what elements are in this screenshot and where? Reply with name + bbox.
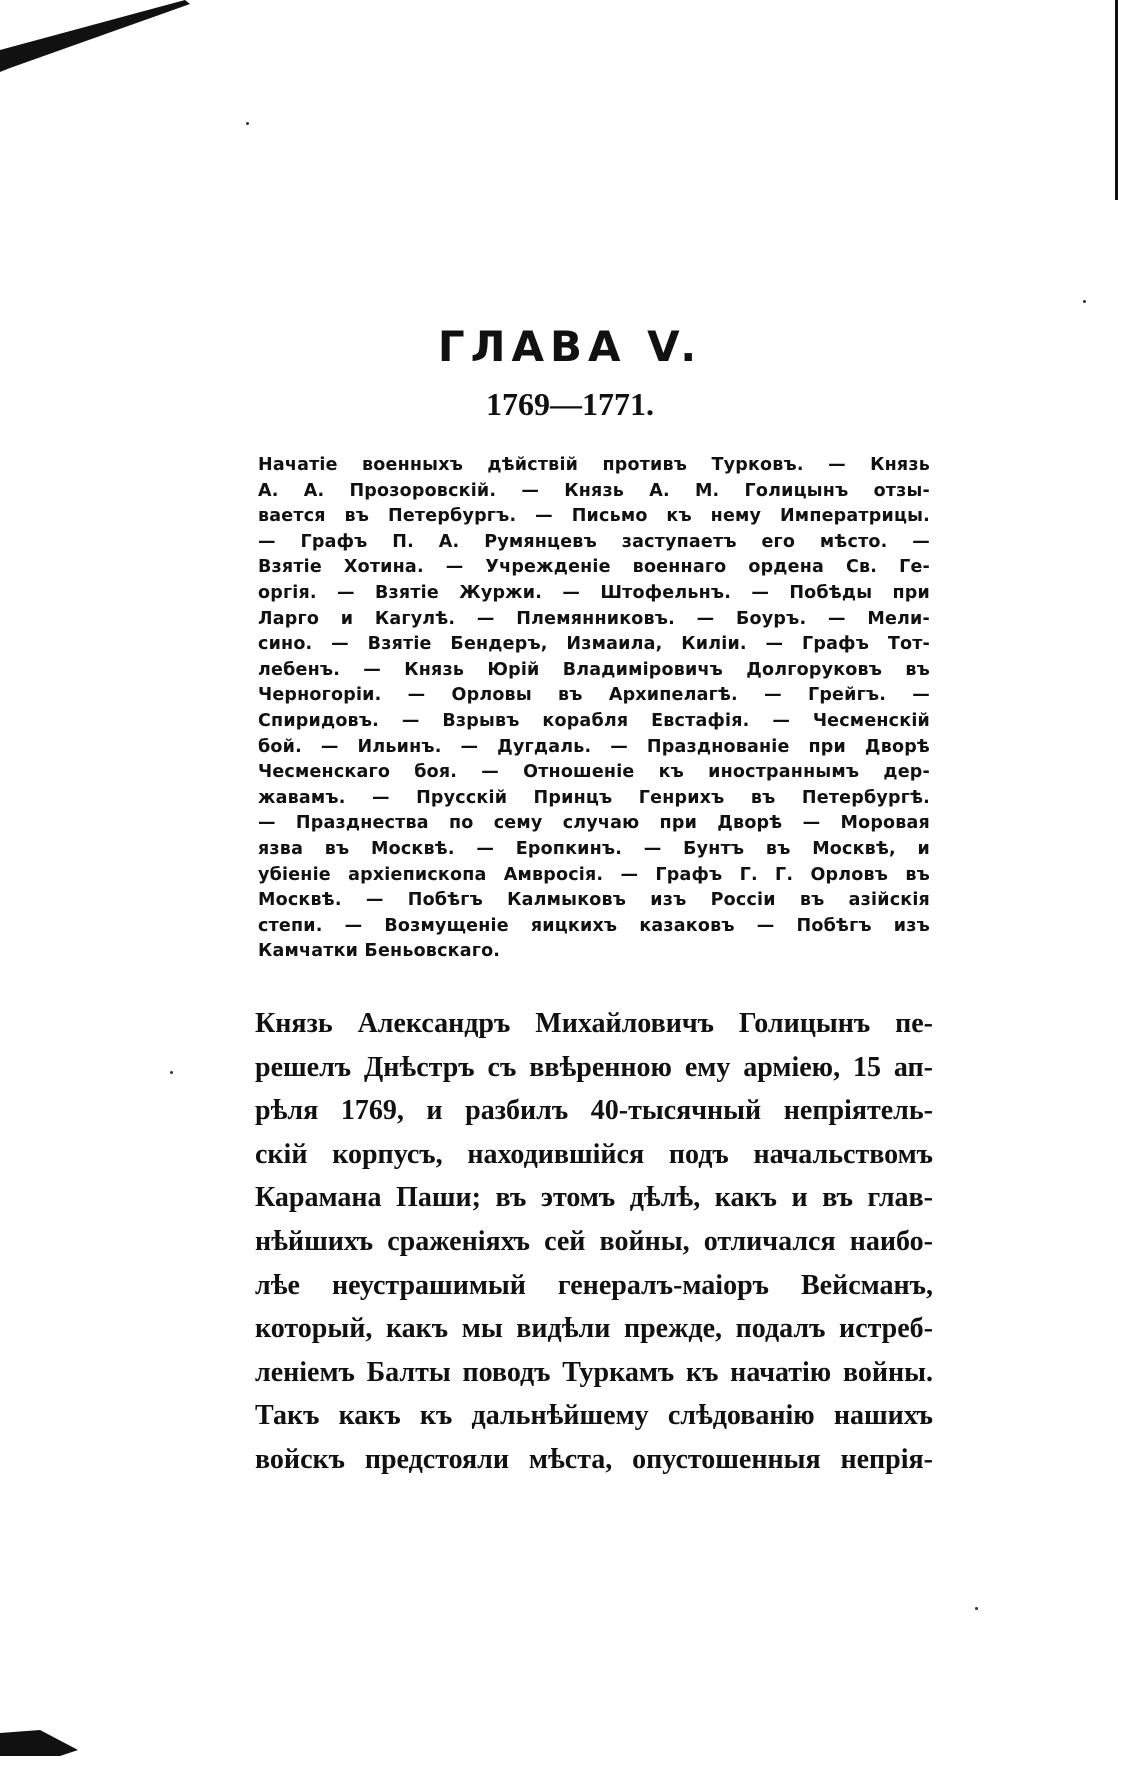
scan-streak-top-left	[0, 0, 190, 80]
summary-line: вается въ Петербургъ. — Письмо къ нему Императрицы.	[258, 506, 930, 527]
summary-line: — Графъ П. А. Румянцевъ заступаетъ его мѣсто. —	[258, 531, 930, 552]
body-line: леніемъ Балты поводъ Туркамъ къ начатію войны.	[255, 1356, 933, 1388]
summary-line: Чесменскаго боя. — Отношеніе къ иностраннымъ дер-	[258, 762, 930, 783]
scan-speck	[246, 122, 249, 125]
scan-edge-right	[1113, 0, 1121, 200]
summary-line: оргія. — Взятіе Журжи. — Штофельнъ. — Побѣды при	[258, 582, 930, 603]
summary-line: жавамъ. — Прусскій Принцъ Генрихъ въ Петербургѣ.	[258, 787, 930, 808]
summary-line: Взятіе Хотина. — Учрежденіе военнаго ордена Св. Ге-	[258, 557, 930, 578]
summary-line: степи. — Возмущеніе яицкихъ казаковъ — Побѣгъ изъ	[258, 915, 930, 936]
body-line: рѣля 1769, и разбилъ 40-тысячный непріятель-	[255, 1095, 933, 1127]
summary-line: Черногоріи. — Орловы въ Архипелагѣ. — Грейгъ. —	[258, 685, 930, 706]
chapter-years: 1769—1771.	[486, 386, 654, 422]
summary-line: Камчатки Беньовскаго.	[258, 941, 501, 962]
summary-line: Москвѣ. — Побѣгъ Калмыковъ изъ Россіи въ азійскія	[258, 890, 930, 911]
body-line: Князь Александръ Михайловичъ Голицынъ пе-	[255, 1008, 933, 1039]
chapter-title: ГЛАВА V.	[437, 322, 703, 371]
body-line: который, какъ мы видѣли прежде, подалъ истреб-	[255, 1313, 933, 1345]
body-line: решелъ Днѣстръ съ ввѣренною ему арміею, 15 ап-	[255, 1051, 933, 1083]
body-line: лѣе неустрашимый генералъ-маіоръ Вейсманъ,	[255, 1269, 933, 1301]
summary-line: — Празднества по сему случаю при Дворѣ — Моровая	[258, 813, 930, 834]
summary-line: Начатіе военныхъ дѣйствій противъ Турковъ. — Князь	[258, 455, 930, 475]
chapter-summary	[258, 453, 930, 965]
scan-blot-bottom-left	[0, 1728, 80, 1758]
summary-line: лебенъ. — Князь Юрій Владиміровичъ Долгоруковъ въ	[258, 659, 930, 680]
body-line: войскъ предстояли мѣста, опустошенныя непрія-	[255, 1443, 933, 1475]
summary-line: бой. — Ильинъ. — Дугдаль. — Празднованіе при Дворѣ	[258, 736, 930, 757]
scan-speck	[975, 1607, 978, 1610]
body-line: нѣйшихъ сраженіяхъ сей войны, отличался наибо-	[255, 1225, 933, 1257]
scan-speck	[1083, 300, 1086, 303]
body-line: скій корпусъ, находившійся подъ начальствомъ	[255, 1138, 933, 1170]
summary-line: Ларго и Кагулѣ. — Племянниковъ. — Боуръ. — Мели-	[258, 608, 930, 629]
scan-speck	[170, 1071, 173, 1074]
summary-line: сино. — Взятіе Бендеръ, Измаила, Киліи. — Графъ Тот-	[258, 634, 930, 655]
body-paragraph	[255, 1002, 933, 1482]
summary-line: А. А. Прозоровскій. — Князь А. М. Голицынъ отзы-	[258, 480, 930, 501]
body-line: Карамана Паши; въ этомъ дѣлѣ, какъ и въ глав-	[255, 1182, 933, 1214]
body-line: Такъ какъ къ дальнѣйшему слѣдованію нашихъ	[255, 1400, 933, 1432]
summary-line: Спиридовъ. — Взрывъ корабля Евстафія. — Чесменскій	[258, 710, 930, 731]
summary-line: язва въ Москвѣ. — Еропкинъ. — Бунтъ въ Москвѣ, и	[258, 838, 930, 859]
summary-line: убіеніе архіепископа Амвросія. — Графъ Г. Г. Орловъ въ	[258, 864, 930, 885]
